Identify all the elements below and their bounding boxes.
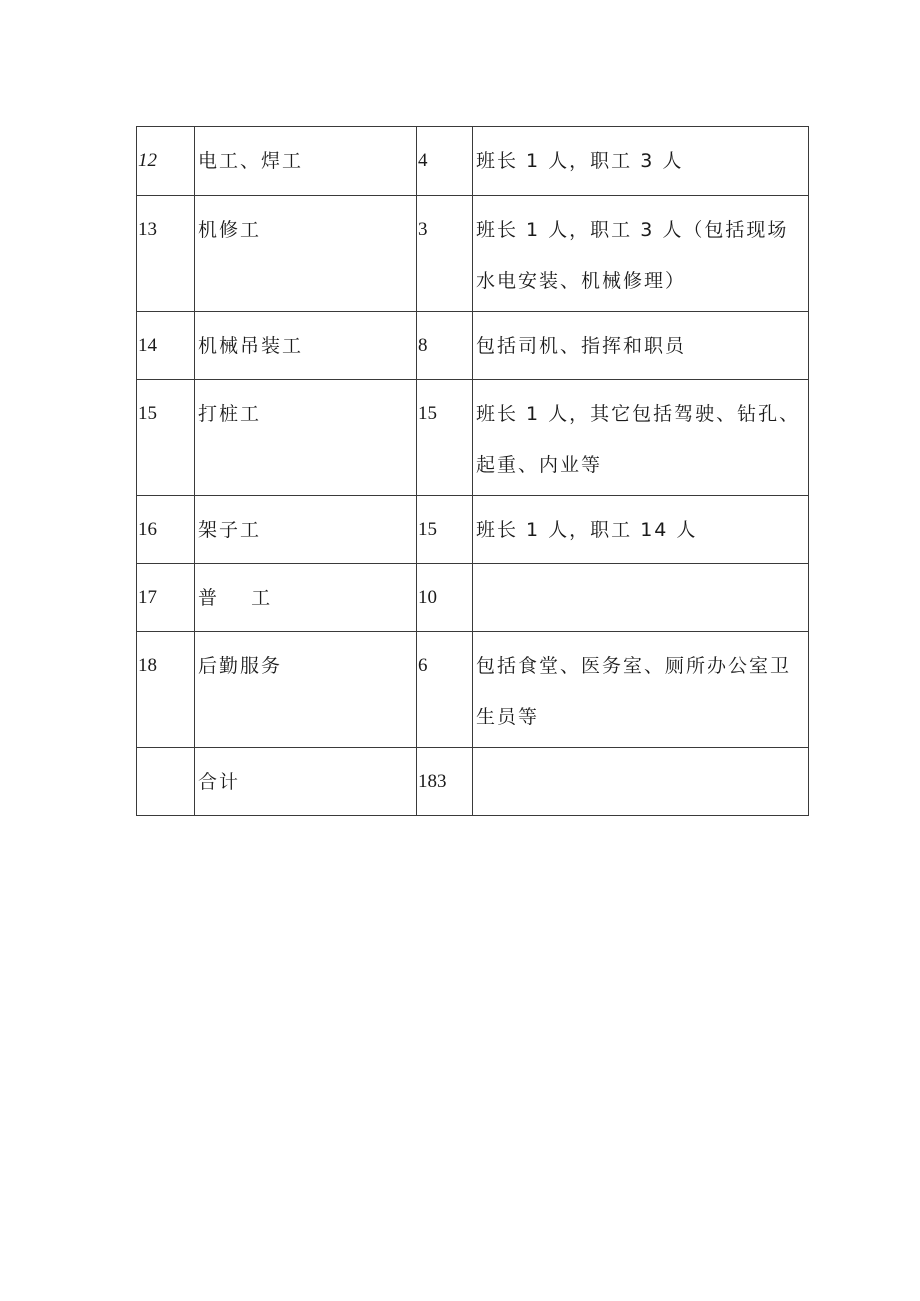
row-number-cell bbox=[137, 380, 195, 496]
job-type: 普 工 bbox=[198, 587, 273, 609]
headcount: 15 bbox=[418, 403, 437, 424]
row-number-cell bbox=[137, 127, 195, 196]
job-type: 机修工 bbox=[198, 219, 262, 241]
row-number: 16 bbox=[138, 519, 157, 540]
note-text: 班长 1 人，职工 3 人 bbox=[476, 150, 684, 172]
table-row bbox=[137, 380, 809, 496]
staffing-table bbox=[136, 126, 809, 816]
job-type: 后勤服务 bbox=[198, 655, 283, 677]
table-row bbox=[137, 632, 809, 748]
table-row bbox=[137, 196, 809, 312]
headcount: 4 bbox=[418, 150, 428, 171]
row-number: 12 bbox=[138, 150, 157, 171]
note-cell bbox=[473, 748, 809, 816]
job-type-cell bbox=[195, 748, 417, 816]
job-type-cell bbox=[195, 312, 417, 380]
total-label: 合计 bbox=[198, 771, 241, 793]
row-number-cell bbox=[137, 748, 195, 816]
count-cell bbox=[417, 564, 473, 632]
row-number-cell bbox=[137, 564, 195, 632]
row-number-cell bbox=[137, 632, 195, 748]
note-text: 包括食堂、医务室、厕所办公室卫生员等 bbox=[476, 655, 792, 728]
job-type: 电工、焊工 bbox=[198, 150, 304, 172]
job-type: 架子工 bbox=[198, 519, 262, 541]
row-number: 13 bbox=[138, 219, 157, 240]
note-text: 班长 1 人，职工 14 人 bbox=[476, 519, 698, 541]
headcount: 3 bbox=[418, 219, 428, 240]
count-cell bbox=[417, 380, 473, 496]
count-cell bbox=[417, 127, 473, 196]
row-number-cell bbox=[137, 312, 195, 380]
job-type-cell bbox=[195, 380, 417, 496]
note-cell bbox=[473, 196, 809, 312]
note-text: 包括司机、指挥和职员 bbox=[476, 335, 687, 357]
row-number bbox=[138, 748, 194, 770]
row-number-cell bbox=[137, 496, 195, 564]
row-number: 14 bbox=[138, 335, 157, 356]
note-text: 班长 1 人，职工 3 人（包括现场水电安装、机械修理） bbox=[476, 219, 789, 292]
headcount: 6 bbox=[418, 655, 428, 676]
row-number: 17 bbox=[138, 587, 157, 608]
headcount: 15 bbox=[418, 519, 437, 540]
headcount: 10 bbox=[418, 587, 437, 608]
row-number: 18 bbox=[138, 655, 157, 676]
table-row-total bbox=[137, 748, 809, 816]
job-type-cell bbox=[195, 127, 417, 196]
count-cell bbox=[417, 196, 473, 312]
count-cell bbox=[417, 496, 473, 564]
headcount: 8 bbox=[418, 335, 428, 356]
job-type-cell bbox=[195, 496, 417, 564]
job-type-cell bbox=[195, 632, 417, 748]
note-text: 班长 1 人，其它包括驾驶、钻孔、起重、内业等 bbox=[476, 403, 801, 476]
row-number: 15 bbox=[138, 403, 157, 424]
job-type: 机械吊装工 bbox=[198, 335, 304, 357]
job-type-cell bbox=[195, 196, 417, 312]
job-type: 打桩工 bbox=[198, 403, 262, 425]
count-cell bbox=[417, 748, 473, 816]
note-cell bbox=[473, 380, 809, 496]
count-cell bbox=[417, 632, 473, 748]
job-type-cell bbox=[195, 564, 417, 632]
row-number-cell bbox=[137, 196, 195, 312]
total-count: 183 bbox=[418, 771, 447, 792]
note-cell bbox=[473, 632, 809, 748]
count-cell bbox=[417, 312, 473, 380]
